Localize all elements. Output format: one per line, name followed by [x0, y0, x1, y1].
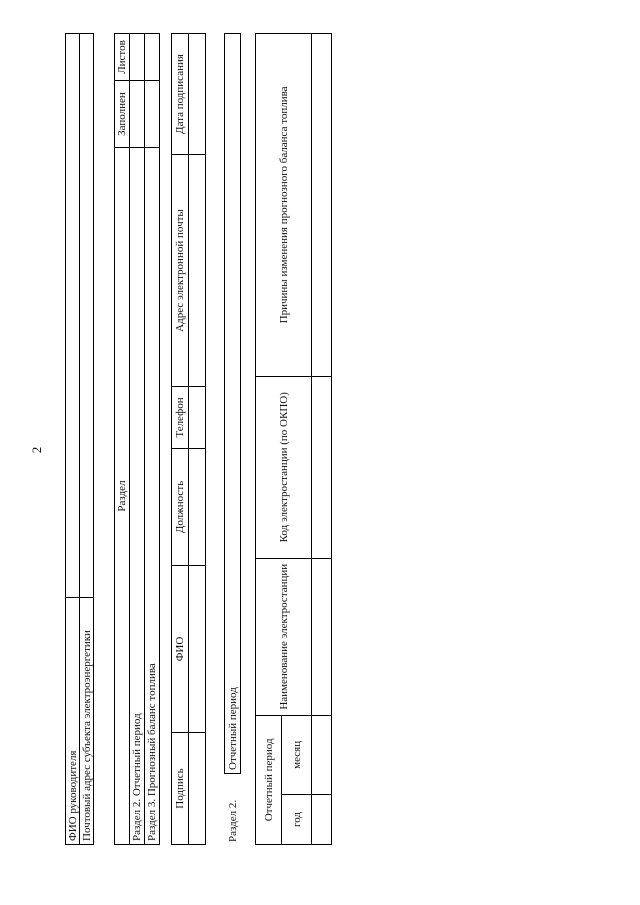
- col-sheets: Листов: [115, 34, 130, 81]
- header-reasons: Причины изменения прогнозного баланса топлива: [256, 34, 312, 377]
- period-section-value: Отчетный период: [225, 34, 241, 774]
- table-row: [312, 34, 332, 845]
- period-row-table: [224, 33, 241, 845]
- col-section: Раздел: [115, 148, 130, 845]
- sign-date-cell[interactable]: [189, 34, 206, 155]
- header-station-name: Наименование электростанции: [256, 558, 312, 715]
- table-row: [145, 34, 160, 845]
- email-cell[interactable]: [189, 155, 206, 387]
- month-cell[interactable]: [312, 715, 332, 794]
- header-month: месяц: [282, 715, 312, 794]
- header-phone: Телефон: [172, 387, 189, 449]
- header-signature: Подпись: [172, 733, 189, 845]
- fio-cell[interactable]: [189, 566, 206, 733]
- section-2-sheets[interactable]: [130, 34, 145, 81]
- table-row: [256, 34, 282, 845]
- table-row: [80, 34, 94, 845]
- col-filled: Заполнен: [115, 81, 130, 148]
- head-cell-director: ФИО руководителя: [66, 598, 80, 845]
- section-row-3: Раздел 3. Прогнозный баланс топлива: [145, 148, 160, 845]
- signature-cell[interactable]: [189, 733, 206, 845]
- period-section-label: Раздел 2.: [226, 799, 239, 842]
- phone-cell[interactable]: [189, 387, 206, 449]
- section-3-sheets[interactable]: [145, 34, 160, 81]
- section-row-2: Раздел 2. Отчетный период: [130, 148, 145, 845]
- header-year: год: [282, 795, 312, 845]
- section-3-filled[interactable]: [145, 81, 160, 148]
- table-row: [172, 34, 189, 845]
- page-number: 2: [29, 446, 44, 454]
- rotated-form-sheet: [60, 33, 340, 845]
- position-cell[interactable]: [189, 449, 206, 566]
- sections-table: [114, 33, 160, 845]
- head-value-director[interactable]: [66, 34, 80, 598]
- section-2-filled[interactable]: [130, 81, 145, 148]
- header-sign-date: Дата подписания: [172, 34, 189, 155]
- main-table: [255, 33, 332, 845]
- head-cell-address: Почтовый адрес субъекта электроэнергетики: [80, 598, 94, 845]
- header-fio: ФИО: [172, 566, 189, 733]
- head-value-address[interactable]: [80, 34, 94, 598]
- table-row: [189, 34, 206, 845]
- head-table: [65, 33, 94, 845]
- header-position: Должность: [172, 449, 189, 566]
- table-row: [225, 34, 241, 846]
- table-row: [130, 34, 145, 845]
- header-period: Отчетный период: [256, 715, 282, 844]
- table-row: [66, 34, 80, 845]
- signature-table: [171, 33, 206, 845]
- year-cell[interactable]: [312, 795, 332, 845]
- station-name-cell[interactable]: [312, 558, 332, 715]
- header-station-code: Код электростанции (по ОКПО): [256, 376, 312, 558]
- reasons-cell[interactable]: [312, 34, 332, 377]
- station-code-cell[interactable]: [312, 376, 332, 558]
- table-row: [115, 34, 130, 845]
- header-email: Адрес электронной почты: [172, 155, 189, 387]
